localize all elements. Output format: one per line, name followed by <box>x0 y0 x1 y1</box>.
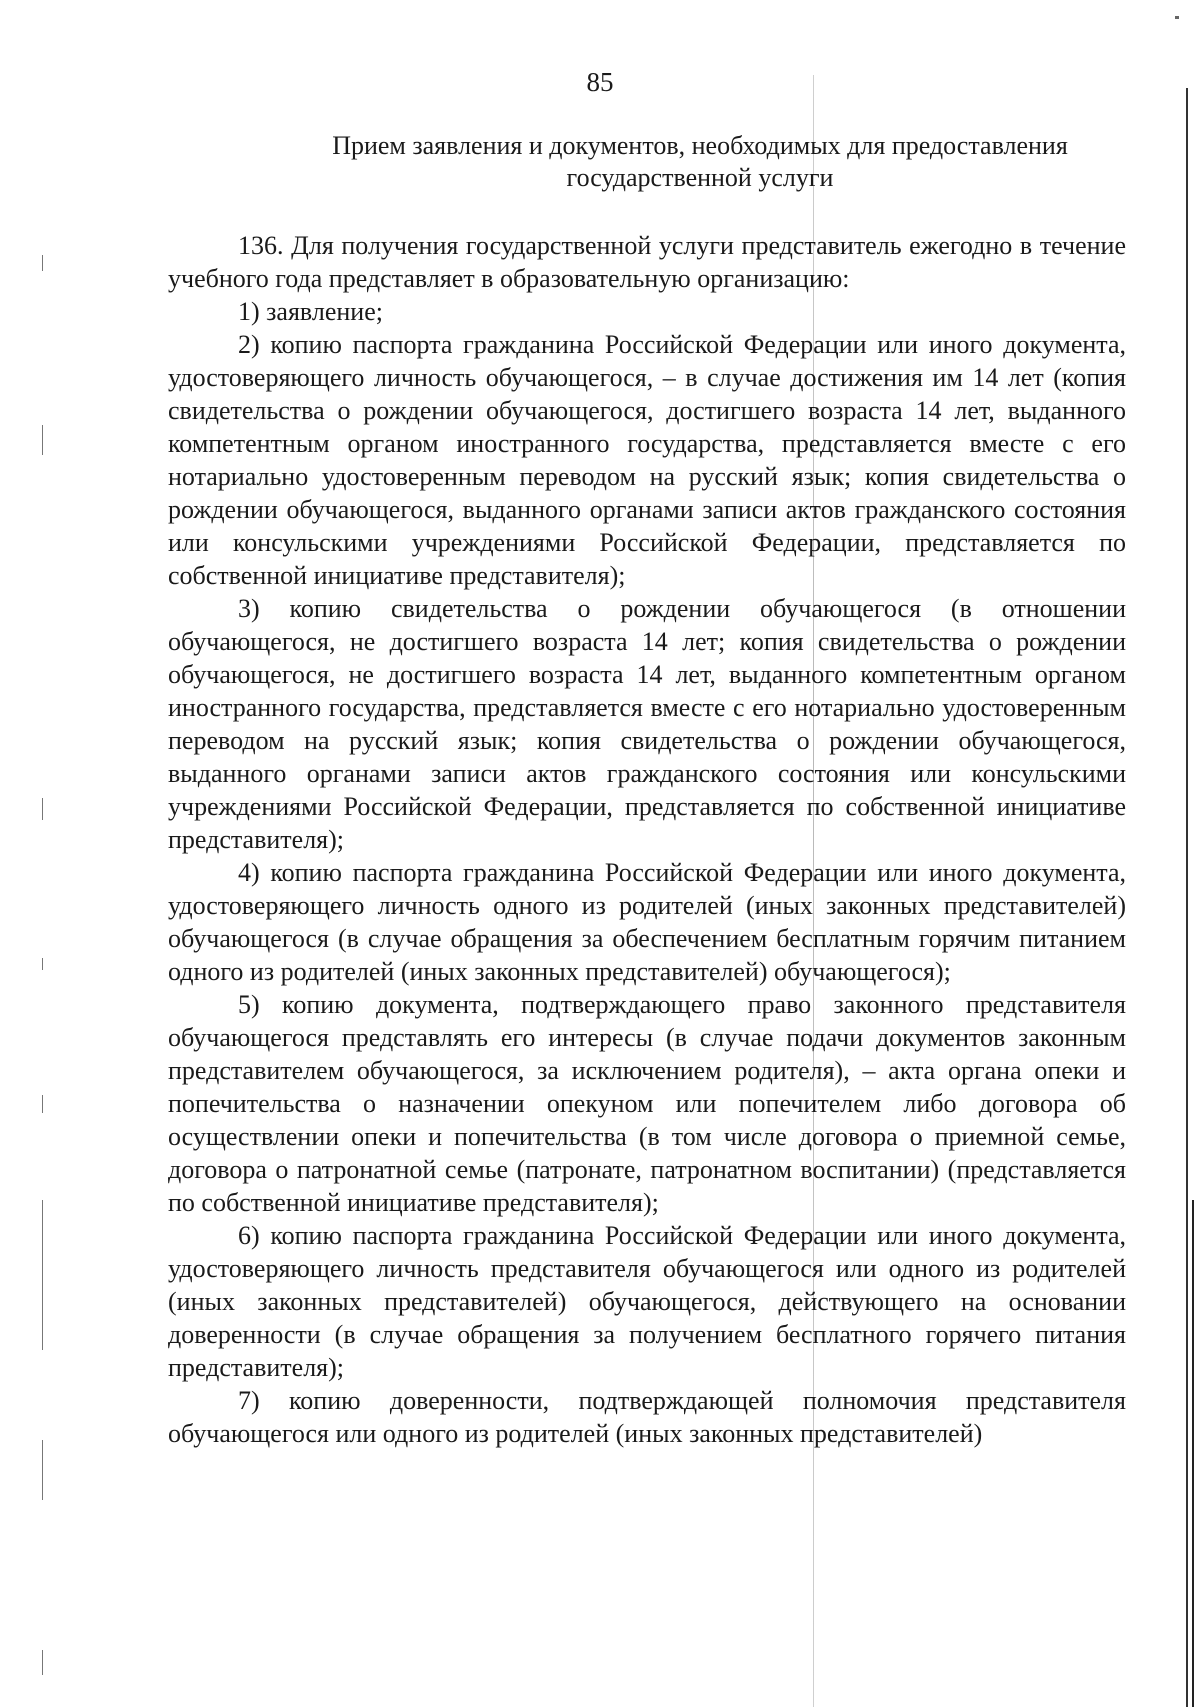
scan-left-mark <box>42 1200 43 1350</box>
scan-left-mark <box>42 1095 43 1113</box>
scan-left-mark <box>42 425 43 455</box>
section-title-line-1: Прием заявления и документов, необходимых для предоставления <box>332 131 1068 160</box>
list-item-6: 6) копию паспорта гражданина Российской Федерации или иного документа, удостоверяющего личность представителя обучающегося или одного из родителей (иных законных представителей) обучающегося, действующего на основании доверенности (в случае обращения за получением бесплатного горячего питания представителя); <box>168 1221 1126 1382</box>
section-title-line-2: государственной услуги <box>566 163 834 192</box>
list-item-4: 4) копию паспорта гражданина Российской Федерации или иного документа, удостоверяющего личность одного из родителей (иных законных представителей) обучающегося (в случае обращения за обеспечением бесплатным горячим питанием одного из родителей (иных законных представителей) обучающегося); <box>168 858 1126 986</box>
scan-left-mark <box>42 958 43 970</box>
scan-left-mark <box>42 1440 43 1500</box>
scan-left-mark <box>42 255 43 271</box>
page-number: 85 <box>586 67 614 97</box>
body-text <box>168 229 1126 1450</box>
scan-left-mark <box>42 1650 43 1675</box>
list-item-2: 2) копию паспорта гражданина Российской Федерации или иного документа, удостоверяющего личность обучающегося, – в случае достижения им 14 лет (копия свидетельства о рождении обучающегося, достигшего возраста 14 лет, выданного компетентным органом иностранного государства, представляется вместе с его нотариально удостоверенным переводом на русский язык; копия свидетельства о рождении обучающегося, выданного органами записи актов гражданского состояния или консульскими учреждениями Российской Федерации, представляется по собственной инициативе представителя); <box>168 330 1126 590</box>
list-item-7: 7) копию доверенности, подтверждающей полномочия представителя обучающегося или одного из родителей (иных законных представителей) <box>168 1386 1126 1448</box>
scan-right-edge <box>1186 88 1188 1707</box>
scan-left-mark <box>42 798 43 820</box>
paragraph-136: 136. Для получения государственной услуги представитель ежегодно в течение учебного года представляет в образовательную организацию: <box>168 231 1126 293</box>
scan-speck <box>1175 16 1179 19</box>
scan-right-edge-shadow <box>1192 1200 1194 1707</box>
section-title <box>260 130 1140 194</box>
list-item-5: 5) копию документа, подтверждающего право законного представителя обучающегося представлять его интересы (в случае подачи документов законным представителем обучающегося, за исключением родителя), – акта органа опеки и попечительства о назначении опекуном или попечителем либо договора об осуществлении опеки и попечительства (в том числе договора о приемной семье, договора о патронатной семье (патронате, патронатном воспитании) (представляется по собственной инициативе представителя); <box>168 990 1126 1217</box>
list-item-1: 1) заявление; <box>238 297 383 326</box>
list-item-3: 3) копию свидетельства о рождении обучающегося (в отношении обучающегося, не достигшего возраста 14 лет; копия свидетельства о рождении обучающегося, не достигшего возраста 14 лет, выданного компетентным органом иностранного государства, представляется вместе с его нотариально удостоверенным переводом на русский язык; копия свидетельства о рождении обучающегося, выданного органами записи актов гражданского состояния или консульскими учреждениями Российской Федерации, представляется по собственной инициативе представителя); <box>168 594 1126 854</box>
